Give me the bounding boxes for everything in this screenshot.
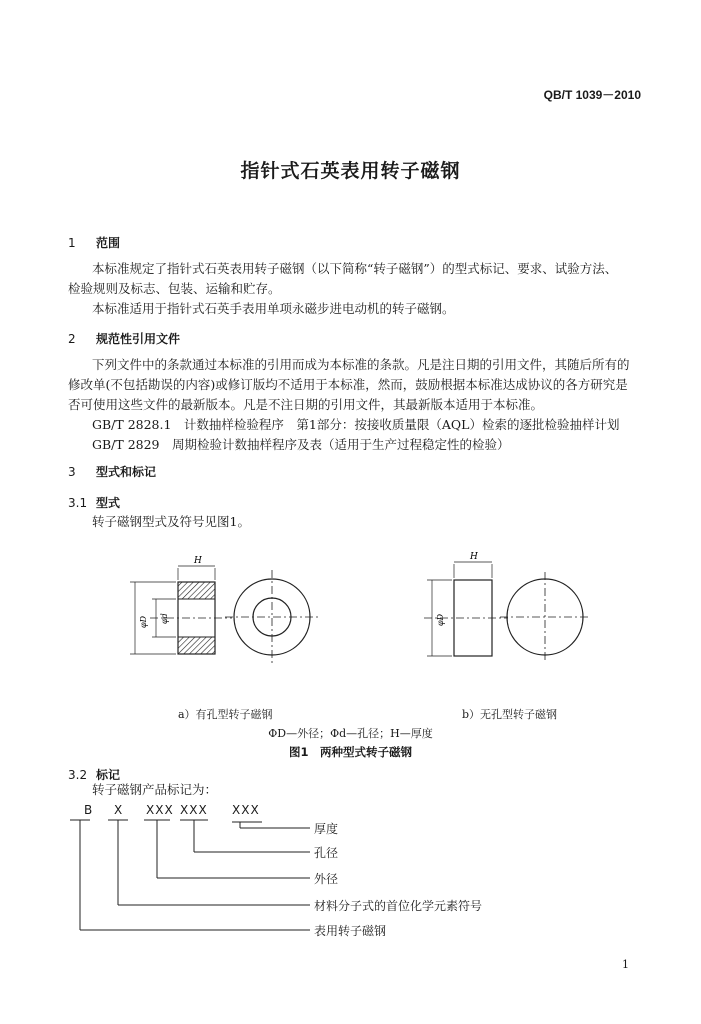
dim-h-label: H — [194, 556, 202, 566]
code-b: B — [84, 803, 94, 817]
section-title: 标记 — [96, 768, 121, 782]
paragraph-line: 检验规则及标志、包装、运输和贮存。 — [68, 281, 281, 296]
reference-item: GB/T 2828.1 计数抽样检验程序 第1部分：按接收质量限（AQL）检索的逐批检验抽样计划 — [92, 417, 620, 432]
code-x: X — [114, 803, 124, 817]
dim-inner-d-label: φd — [160, 613, 169, 624]
label-hole-diameter: 孔径 — [314, 846, 339, 860]
section-number: 3.2 — [68, 768, 88, 782]
page-number: 1 — [622, 958, 629, 971]
section-title: 规范性引用文件 — [96, 332, 181, 346]
paragraph-line: 下列文件中的条款通过本标准的引用而成为本标准的条款。凡是注日期的引用文件，其随后所有的 — [92, 357, 630, 372]
standard-number: QB/T 1039－2010 — [543, 88, 641, 102]
section-3-2-text: 转子磁钢产品标记为： — [92, 782, 218, 797]
paragraph-line: 修改单(不包括勘误的内容)或修订版均不适用于本标准，然而，鼓励根据本标准达成协议的各方研究是 — [68, 377, 628, 392]
dim-h-label-solid: H — [470, 552, 478, 562]
label-material-symbol: 材料分子式的首位化学元素符号 — [314, 899, 483, 913]
label-outer-diameter: 外径 — [314, 872, 339, 886]
section-3-heading — [68, 463, 156, 480]
section-title: 型式 — [96, 496, 121, 510]
figure-legend: ΦD—外径；Φd—孔径；H—厚度 — [268, 727, 433, 740]
solid-magnet-side-view — [424, 562, 508, 656]
paragraph-line: 否可使用这些文件的最新版本。凡是不注日期的引用文件，其最新版本适用于本标准。 — [68, 397, 544, 412]
section-3-1-text: 转子磁钢型式及符号见图1。 — [92, 514, 250, 529]
dim-outer-d-label: φD — [139, 615, 148, 628]
section-3-1-heading — [68, 494, 120, 511]
section-number: 2 — [68, 332, 76, 346]
figure-caption-a: a）有孔型转子磁钢 — [178, 708, 273, 721]
section-number: 3 — [68, 465, 76, 479]
reference-item: GB/T 2829 周期检验计数抽样程序及表（适用于生产过程稳定性的检验） — [92, 437, 510, 452]
dim-outer-d-label-solid: φD — [436, 613, 445, 626]
figure-caption-b: b）无孔型转子磁钢 — [462, 708, 558, 721]
hollow-magnet-front-view — [225, 570, 319, 664]
section-1-body — [68, 259, 648, 319]
label-thickness: 厚度 — [314, 822, 339, 836]
code-hole: XXX — [180, 803, 208, 817]
figure-title: 图1 两种型式转子磁钢 — [288, 745, 412, 759]
section-2-heading — [68, 330, 180, 347]
label-product-name: 表用转子磁钢 — [314, 924, 387, 938]
section-2-body — [68, 355, 658, 455]
code-outer: XXX — [146, 803, 174, 817]
section-title: 范围 — [96, 236, 121, 250]
document-title: 指针式石英表用转子磁钢 — [240, 160, 461, 182]
paragraph-line: 本标准适用于指针式石英手表用单项永磁步进电动机的转子磁钢。 — [92, 301, 455, 316]
solid-magnet-front-view — [500, 572, 590, 662]
figure-1-drawing — [0, 540, 701, 690]
paragraph-line: 本标准规定了指针式石英表用转子磁钢（以下简称“转子磁钢”）的型式标记、要求、试验方法、 — [92, 261, 618, 276]
section-number: 1 — [68, 236, 76, 250]
section-title: 型式和标记 — [96, 465, 157, 479]
section-1-heading — [68, 234, 120, 251]
hollow-magnet-side-view — [130, 566, 232, 654]
section-number: 3.1 — [68, 496, 88, 510]
code-thickness: XXX — [232, 803, 260, 817]
